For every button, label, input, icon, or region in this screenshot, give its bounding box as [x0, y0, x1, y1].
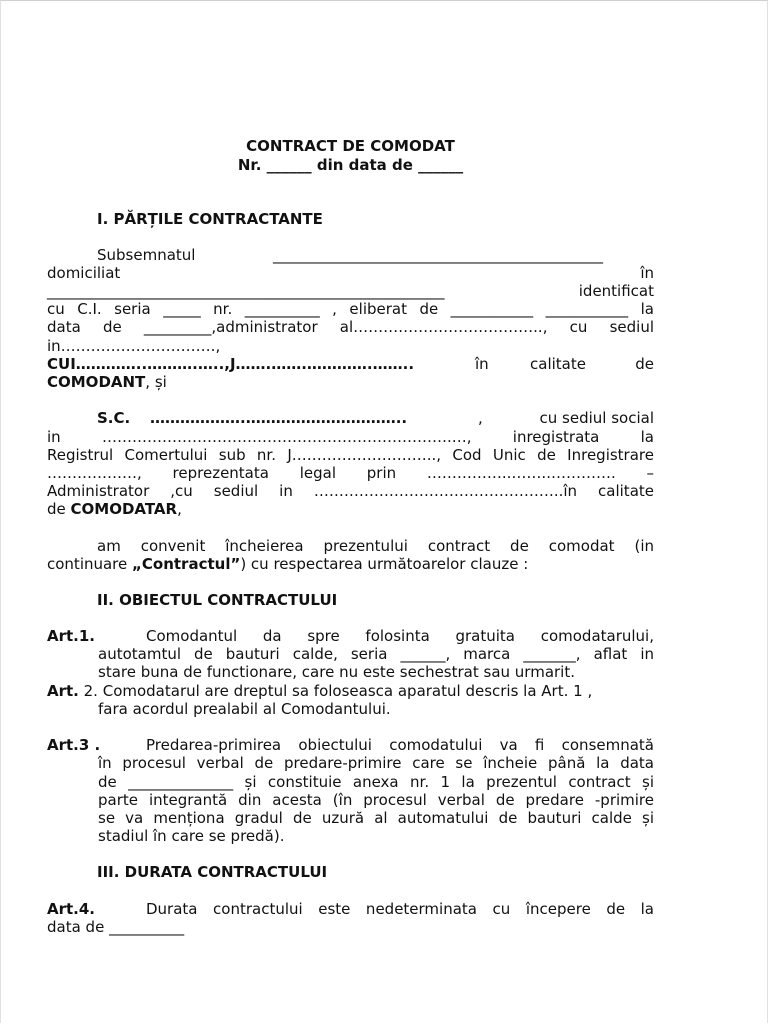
art1-line-3: stare buna de functionare, care nu este sechestrat sau urmarit. [98, 663, 575, 681]
text: _____________________________________________________ [47, 282, 445, 300]
text: S.C. [97, 409, 131, 427]
text: „Contractul” [132, 555, 241, 573]
art4-label: Art.4. [47, 900, 96, 918]
line-sediu: in…………………………., [47, 337, 221, 355]
text: în [475, 355, 489, 373]
line-inregistrata: in …………………………………………………………….…, inregistrata la [47, 428, 654, 446]
text: identificat [578, 282, 654, 300]
text: Durata contractului este nedeterminata cu începere de la [146, 900, 654, 918]
art1-label: Art.1. [47, 627, 96, 645]
text: calitate [530, 355, 586, 373]
text: de [635, 355, 654, 373]
text: 2. Comodatarul are dreptul sa foloseasca aparatul descris la Art. 1 , [78, 682, 593, 700]
text: cu sediul social [539, 409, 654, 427]
line-comodatar [47, 500, 654, 518]
text: CUI…………..……….…..,J…….…….………….…….. [47, 355, 415, 373]
text: ……………….………………………….. [150, 409, 408, 427]
line-continuare [47, 555, 654, 573]
line-registrul: Registrul Comertului sub nr. J……………………….., Cod Unic de Inregistrare [47, 446, 654, 464]
line-ci: cu C.I. seria _____ nr. __________ , eliberat de ___________ ___________ la [47, 300, 654, 318]
text: în [640, 264, 654, 282]
art2-line-1 [47, 682, 654, 700]
line-administrator: data de _________,administrator al……………………………….., cu sediul [47, 318, 654, 336]
art3-label: Art.3 . [47, 736, 101, 754]
line-admin-sediu: Administrator ,cu sediul in …………………………………………..în calitate [47, 482, 654, 500]
art3-line-5: se va menționa gradul de uzură al automatului de bauturi calde și [98, 809, 654, 827]
art2-line-2: fara acordul prealabil al Comodantului. [98, 700, 391, 718]
text: , [478, 409, 483, 427]
document-number: Nr. ______ din data de ______ [237, 156, 464, 174]
art3-line-3: de ______________ și constituie anexa nr. 1 la prezentul contract și [98, 773, 654, 791]
text: continuare [47, 555, 133, 573]
text: , și [145, 373, 167, 391]
section-2-heading: II. OBIECTUL CONTRACTULUI [97, 591, 338, 609]
section-3-heading: III. DURATA CONTRACTULUI [97, 863, 328, 881]
art3-line-6: stadiul în care se predă). [98, 827, 285, 845]
text: , [177, 500, 182, 518]
text: Predarea-primirea obiectului comodatului va fi consemnată [146, 736, 654, 754]
art3-line-4: parte integrantă din acesta (în procesul verbal de predare -primire [98, 791, 654, 809]
section-1-heading: I. PĂRȚILE CONTRACTANTE [97, 210, 323, 228]
art2-label: Art. [47, 682, 79, 700]
text: Subsemnatul [97, 246, 196, 264]
line-am-convenit: am convenit încheierea prezentului contract de comodat (in [97, 537, 654, 555]
text: Comodantul da spre folosinta gratuita comodatarului, [146, 627, 654, 645]
text: domiciliat [47, 264, 121, 282]
art1-line-2: autotamtul de bauturi calde, seria ______, marca _______, aflat in [98, 645, 654, 663]
art3-line-2: în procesul verbal de predare-primire care se încheie până la data [98, 754, 654, 772]
line-comodant [47, 373, 654, 391]
line-reprezentata: ………………, reprezentata legal prin ……………..……..…………. – [47, 464, 654, 482]
text: de [47, 500, 71, 518]
art4-line-2: data de __________ [47, 918, 185, 936]
text: ____________________________________________ [273, 246, 603, 264]
text: COMODANT [47, 373, 146, 391]
document-title: CONTRACT DE COMODAT [246, 137, 455, 155]
text: ) cu respectarea următoarelor clauze : [240, 555, 529, 573]
text: COMODATAR [70, 500, 178, 518]
